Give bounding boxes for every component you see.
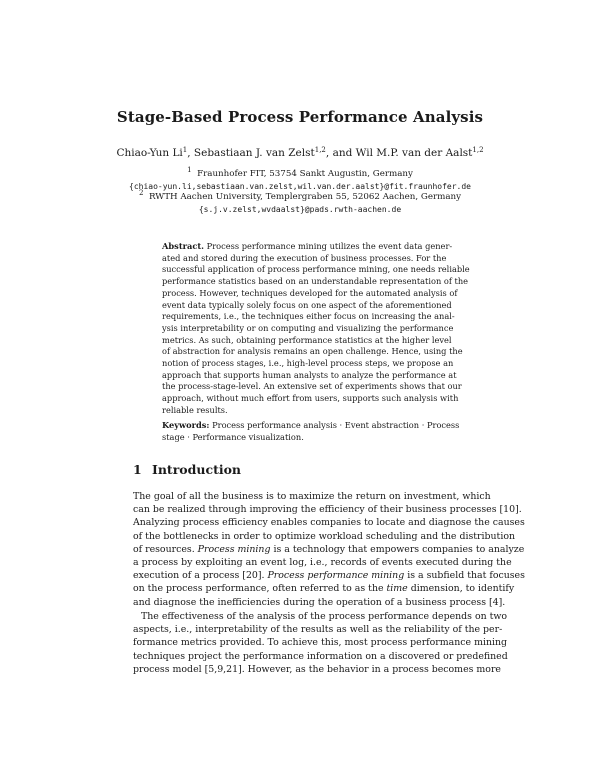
abstract-line: notion of process stages, i.e., high-level process steps, we propose an [162, 358, 454, 369]
emphasis-term: Process performance mining [267, 570, 405, 582]
email-text: {s.j.v.zelst,wvdaalst}@pads.rwth-aachen.de [198, 205, 402, 214]
affiliation-mark: 2 [138, 189, 144, 197]
body-line: process model [5,9,21]. However, as the behavior in a process becomes more [133, 663, 501, 675]
body-line: The goal of all the business is to maximize the return on investment, which [133, 491, 491, 502]
body-line: and diagnose the inefficiencies during the operation of a business process [4]. [133, 596, 506, 608]
abstract-line: successful application of process performance mining, one needs reliable [162, 264, 470, 275]
author-name: Chiao-Yun Li [116, 147, 183, 159]
affiliation-1 [0, 166, 600, 180]
emphasis-term: Process mining [197, 543, 271, 555]
body-line: of the bottlenecks in order to optimize workload scheduling and the distribution [133, 530, 516, 542]
keywords-text: Process performance analysis · Event abstraction · Process [209, 420, 460, 430]
author-list [0, 147, 600, 159]
affiliation-text: RWTH Aachen University, Templergraben 55, 52062 Aachen, Germany [148, 192, 462, 202]
section-number: 1 [133, 462, 142, 477]
abstract-line: metrics. As such, obtaining performance statistics at the higher level [162, 334, 452, 345]
intro-paragraph-1 [133, 490, 525, 609]
abstract-line: Process performance mining utilizes the event data gener- [204, 241, 453, 251]
abstract-line: ated and stored during the execution of business processes. For the [162, 252, 447, 263]
section-title: Introduction [152, 462, 242, 477]
author-name: , Sebastiaan J. van Zelst [187, 147, 315, 159]
abstract-line: of abstraction for analysis remains an open challenge. Hence, using the [162, 346, 463, 357]
email-text: {chiao-yun.li,sebastiaan.van.zelst,wil.van.der.aalst}@fit.fraunhofer.de [129, 182, 471, 191]
affiliation-2 [0, 189, 600, 203]
affiliation-text: Fraunhofer FIT, 53754 Sankt Augustin, Germany [197, 169, 413, 179]
body-line: on the process performance, often referred to as the time dimension, to identify [133, 583, 515, 595]
affiliation-2-email [0, 204, 600, 216]
paper-title: Stage-Based Process Performance Analysis [116, 108, 484, 126]
intro-paragraph-2 [133, 610, 508, 676]
abstract-line: approach that supports human analysts to analyze the performance at [162, 369, 457, 380]
author-name: , and Wil M.P. van der Aalst [325, 147, 473, 159]
abstract-line: ysis interpretability or on computing and visualizing the performance [162, 322, 454, 333]
body-line: can be realized through improving the efficiency of their business processes [10]. [133, 504, 522, 516]
body-line: formance metrics provided. To achieve this, most process performance mining [133, 637, 508, 649]
body-line: execution of a process [20]. Process performance mining is a subfield that focuses [133, 570, 525, 582]
body-line: a process by exploiting an event log, i.e., records of events executed during the [133, 557, 512, 569]
abstract-line: performance statistics based on an understandable representation of the [162, 276, 469, 287]
abstract-line: reliable results. [162, 404, 228, 415]
body-line: Analyzing process efficiency enables companies to locate and diagnose the causes [133, 517, 525, 529]
abstract-line: process. However, techniques developed for the automated analysis of [162, 287, 458, 298]
affiliation-mark: 1 [187, 166, 192, 174]
author-affiliation-mark: 1,2 [472, 146, 484, 154]
abstract-label: Abstract. [162, 241, 205, 251]
author-affiliation-mark: 1 [182, 146, 188, 154]
keywords-label: Keywords: [162, 420, 210, 430]
abstract-line: approach, without much effort from users, supports such analysis with [162, 393, 459, 404]
keywords-block [162, 420, 460, 443]
author-affiliation-mark: 1,2 [314, 146, 326, 154]
section-heading [133, 462, 241, 477]
body-line: techniques project the performance information on a discovered or predefined [133, 650, 508, 662]
abstract-line: event data typically solely focus on one aspect of the aforementioned [162, 299, 452, 310]
body-line: of resources. Process mining is a technology that empowers companies to analyze [133, 543, 525, 555]
abstract-line: the process-stage-level. An extensive set of experiments shows that our [162, 381, 462, 392]
keywords-text: stage · Performance visualization. [162, 431, 304, 442]
body-line: The effectiveness of the analysis of the process performance depends on two [141, 611, 508, 622]
abstract-block [162, 241, 470, 417]
emphasis-term: time [386, 583, 408, 595]
body-line: aspects, i.e., interpretability of the results as well as the reliability of the per- [133, 624, 503, 636]
abstract-line: requirements, i.e., the techniques either focus on increasing the anal- [162, 311, 455, 322]
